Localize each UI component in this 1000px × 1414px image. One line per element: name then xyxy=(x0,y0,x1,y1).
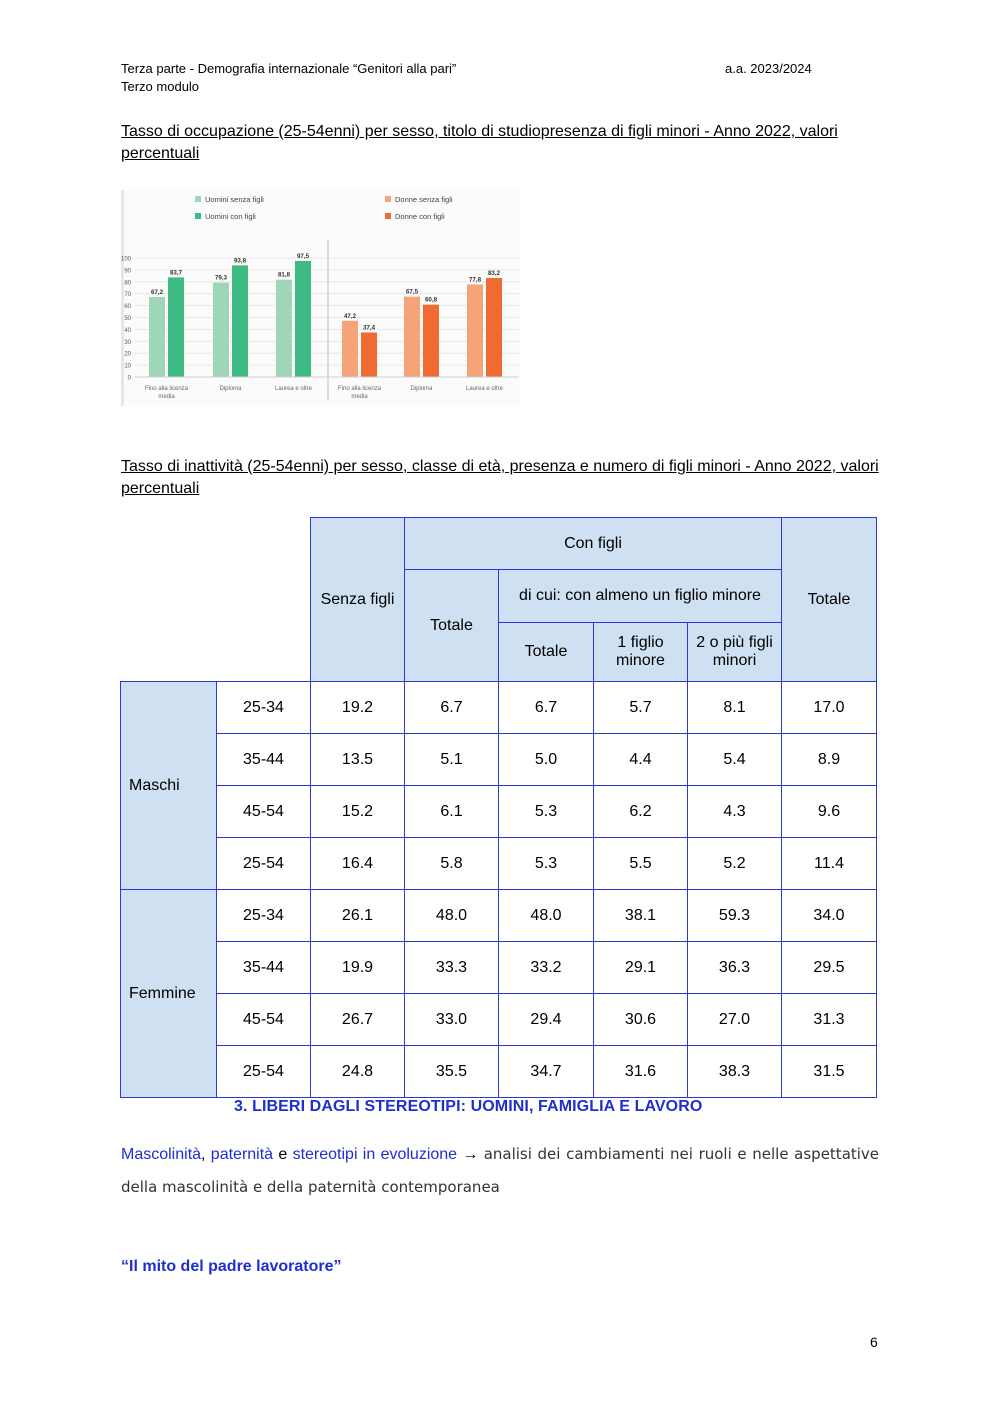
keyword-mascolinita: Mascolinità xyxy=(121,1146,202,1163)
group-label: Maschi xyxy=(121,682,217,890)
legend-label: Uomini con figli xyxy=(205,212,256,221)
y-tick-label: 60 xyxy=(124,304,131,311)
x-tick-label: Laurea e oltre xyxy=(465,386,504,392)
table-cell: 24.8 xyxy=(311,1046,405,1098)
header-module: Terzo modulo xyxy=(121,79,200,94)
x-tick-label: Fino alla licenza xyxy=(144,386,189,392)
table-row xyxy=(121,838,877,890)
table-cell: 29.1 xyxy=(594,942,688,994)
table-cell: 6.7 xyxy=(499,682,594,734)
table-cell: 33.2 xyxy=(499,942,594,994)
table-cell: 5.1 xyxy=(405,734,499,786)
y-tick-label: 0 xyxy=(127,375,131,382)
table-row xyxy=(121,734,877,786)
data-label: 97,5 xyxy=(296,252,310,260)
para-sep: e xyxy=(273,1146,293,1163)
x-tick-label: Diploma xyxy=(410,386,433,392)
x-tick-label: media xyxy=(351,394,368,400)
header-con-figli: Con figli xyxy=(405,518,782,570)
chart-caption: Tasso di occupazione (25-54enni) per sesso, titolo di studiopresenza di figli minori - Anno 2022, valori percentuali xyxy=(121,123,838,162)
table-cell: 19.2 xyxy=(311,682,405,734)
table-cell: 5.0 xyxy=(499,734,594,786)
legend-swatch xyxy=(195,196,201,202)
bar xyxy=(342,321,358,377)
table-row xyxy=(121,682,877,734)
y-tick-label: 10 xyxy=(124,363,131,370)
header-di-cui: di cui: con almeno un figlio minore xyxy=(499,570,782,623)
employment-rate-chart xyxy=(121,190,521,406)
data-label: 77,8 xyxy=(468,276,482,284)
data-label: 47,2 xyxy=(343,312,357,320)
section-title: 3. LIBERI DAGLI STEREOTIPI: UOMINI, FAMIGLIA E LAVORO xyxy=(234,1098,703,1115)
age-class: 25-54 xyxy=(217,1046,311,1098)
table-cell: 27.0 xyxy=(688,994,782,1046)
table-cell: 36.3 xyxy=(688,942,782,994)
header-totale: Totale xyxy=(782,518,877,682)
bar xyxy=(232,265,248,377)
table-cell: 38.1 xyxy=(594,890,688,942)
table-cell: 5.3 xyxy=(499,786,594,838)
para-sep: , xyxy=(201,1146,211,1163)
inactivity-table xyxy=(120,517,877,1098)
table-cell: 8.9 xyxy=(782,734,877,786)
keyword-stereotipi: stereotipi in evoluzione xyxy=(292,1146,458,1163)
bar xyxy=(213,283,229,377)
table-cell: 5.4 xyxy=(688,734,782,786)
table-cell: 5.5 xyxy=(594,838,688,890)
data-label: 83,2 xyxy=(487,269,501,277)
y-tick-label: 100 xyxy=(121,256,131,263)
bar xyxy=(361,332,377,377)
table-cell: 5.3 xyxy=(499,838,594,890)
keyword-paternita: paternità xyxy=(210,1146,274,1163)
table-cell: 15.2 xyxy=(311,786,405,838)
y-tick-label: 90 xyxy=(124,268,131,275)
age-class: 25-54 xyxy=(217,838,311,890)
table-row xyxy=(121,1046,877,1098)
table-row xyxy=(121,890,877,942)
x-tick-label: Fino alla licenza xyxy=(337,386,382,392)
y-tick-label: 40 xyxy=(124,327,131,334)
table-cell: 35.5 xyxy=(405,1046,499,1098)
data-label: 67,5 xyxy=(405,288,419,296)
table-cell: 4.3 xyxy=(688,786,782,838)
table-body xyxy=(121,682,877,1098)
table-cell: 19.9 xyxy=(311,942,405,994)
running-header xyxy=(121,60,456,96)
y-tick-label: 50 xyxy=(124,316,131,322)
legend-label: Donne senza figli xyxy=(395,195,453,204)
table-cell: 31.5 xyxy=(782,1046,877,1098)
table-cell: 26.1 xyxy=(311,890,405,942)
data-label: 83,7 xyxy=(169,269,183,277)
age-class: 35-44 xyxy=(217,942,311,994)
legend-swatch xyxy=(195,213,201,219)
table-cell: 30.6 xyxy=(594,994,688,1046)
age-class: 45-54 xyxy=(217,786,311,838)
legend-swatch xyxy=(385,196,391,202)
bar xyxy=(168,277,184,377)
data-label: 60,8 xyxy=(424,296,438,304)
table-cell: 5.2 xyxy=(688,838,782,890)
legend-swatch xyxy=(385,213,391,219)
table-cell: 6.7 xyxy=(405,682,499,734)
bar xyxy=(149,297,165,377)
table-cell: 31.3 xyxy=(782,994,877,1046)
bar xyxy=(423,305,439,377)
bar xyxy=(467,284,483,377)
data-label: 37,4 xyxy=(362,324,376,332)
data-label: 81,8 xyxy=(277,271,291,279)
para-rest: analisi dei cambiamenti nei ruoli e nelle aspettative della mascolinità e della paternità contemporanea xyxy=(121,1145,880,1196)
bar xyxy=(295,261,311,377)
age-class: 25-34 xyxy=(217,682,311,734)
bar xyxy=(404,297,420,377)
table-cell: 16.4 xyxy=(311,838,405,890)
table-cell: 34.0 xyxy=(782,890,877,942)
y-tick-label: 20 xyxy=(124,351,131,358)
table-cell: 11.4 xyxy=(782,838,877,890)
table-cell: 5.8 xyxy=(405,838,499,890)
header-totale-sub: Totale xyxy=(499,623,594,682)
table-cell: 29.5 xyxy=(782,942,877,994)
data-label: 67,2 xyxy=(150,289,164,297)
data-label: 93,8 xyxy=(233,257,247,265)
page-number: 6 xyxy=(870,1334,878,1350)
age-class: 45-54 xyxy=(217,994,311,1046)
table-cell: 6.1 xyxy=(405,786,499,838)
table-cell: 38.3 xyxy=(688,1046,782,1098)
group-label: Femmine xyxy=(121,890,217,1098)
y-tick-label: 80 xyxy=(124,280,131,287)
header-senza-figli: Senza figli xyxy=(311,518,405,682)
table-cell: 29.4 xyxy=(499,994,594,1046)
legend-label: Uomini senza figli xyxy=(205,195,264,204)
legend-label: Donne con figli xyxy=(395,212,445,221)
table-cell: 6.2 xyxy=(594,786,688,838)
table-cell: 5.7 xyxy=(594,682,688,734)
table-cell: 31.6 xyxy=(594,1046,688,1098)
y-tick-label: 30 xyxy=(124,339,131,346)
table-cell: 34.7 xyxy=(499,1046,594,1098)
header-title: Terza parte - Demografia internazionale “Genitori alla pari” xyxy=(121,61,457,76)
age-class: 25-34 xyxy=(217,890,311,942)
table-cell: 17.0 xyxy=(782,682,877,734)
bar xyxy=(486,278,502,377)
table-cell: 4.4 xyxy=(594,734,688,786)
header-year: a.a. 2023/2024 xyxy=(725,61,812,76)
data-label: 79,3 xyxy=(214,274,228,282)
age-class: 35-44 xyxy=(217,734,311,786)
table-cell: 33.0 xyxy=(405,994,499,1046)
table-cell: 8.1 xyxy=(688,682,782,734)
table-row xyxy=(121,994,877,1046)
table-cell: 33.3 xyxy=(405,942,499,994)
header-totale-con-figli: Totale xyxy=(405,570,499,682)
y-tick-label: 70 xyxy=(124,292,131,299)
table-cell: 13.5 xyxy=(311,734,405,786)
table-cell: 26.7 xyxy=(311,994,405,1046)
section-paragraph xyxy=(121,1138,879,1204)
x-tick-label: Laurea e oltre xyxy=(274,386,313,392)
table-row xyxy=(121,786,877,838)
table-cell: 59.3 xyxy=(688,890,782,942)
table-cell: 9.6 xyxy=(782,786,877,838)
table-cell: 48.0 xyxy=(499,890,594,942)
x-tick-label: media xyxy=(158,394,175,400)
x-tick-label: Diploma xyxy=(219,386,242,392)
subsection-quote: “Il mito del padre lavoratore” xyxy=(121,1258,342,1275)
table-caption: Tasso di inattività (25-54enni) per sesso, classe di età, presenza e numero di figli minori - Anno 2022, valori percentuali xyxy=(121,458,879,497)
table-cell: 48.0 xyxy=(405,890,499,942)
arrow: → xyxy=(457,1146,484,1163)
bar xyxy=(276,280,292,377)
header-1-figlio: 1 figlio minore xyxy=(594,623,688,682)
table-row xyxy=(121,942,877,994)
header-2-figli: 2 o più figli minori xyxy=(688,623,782,682)
